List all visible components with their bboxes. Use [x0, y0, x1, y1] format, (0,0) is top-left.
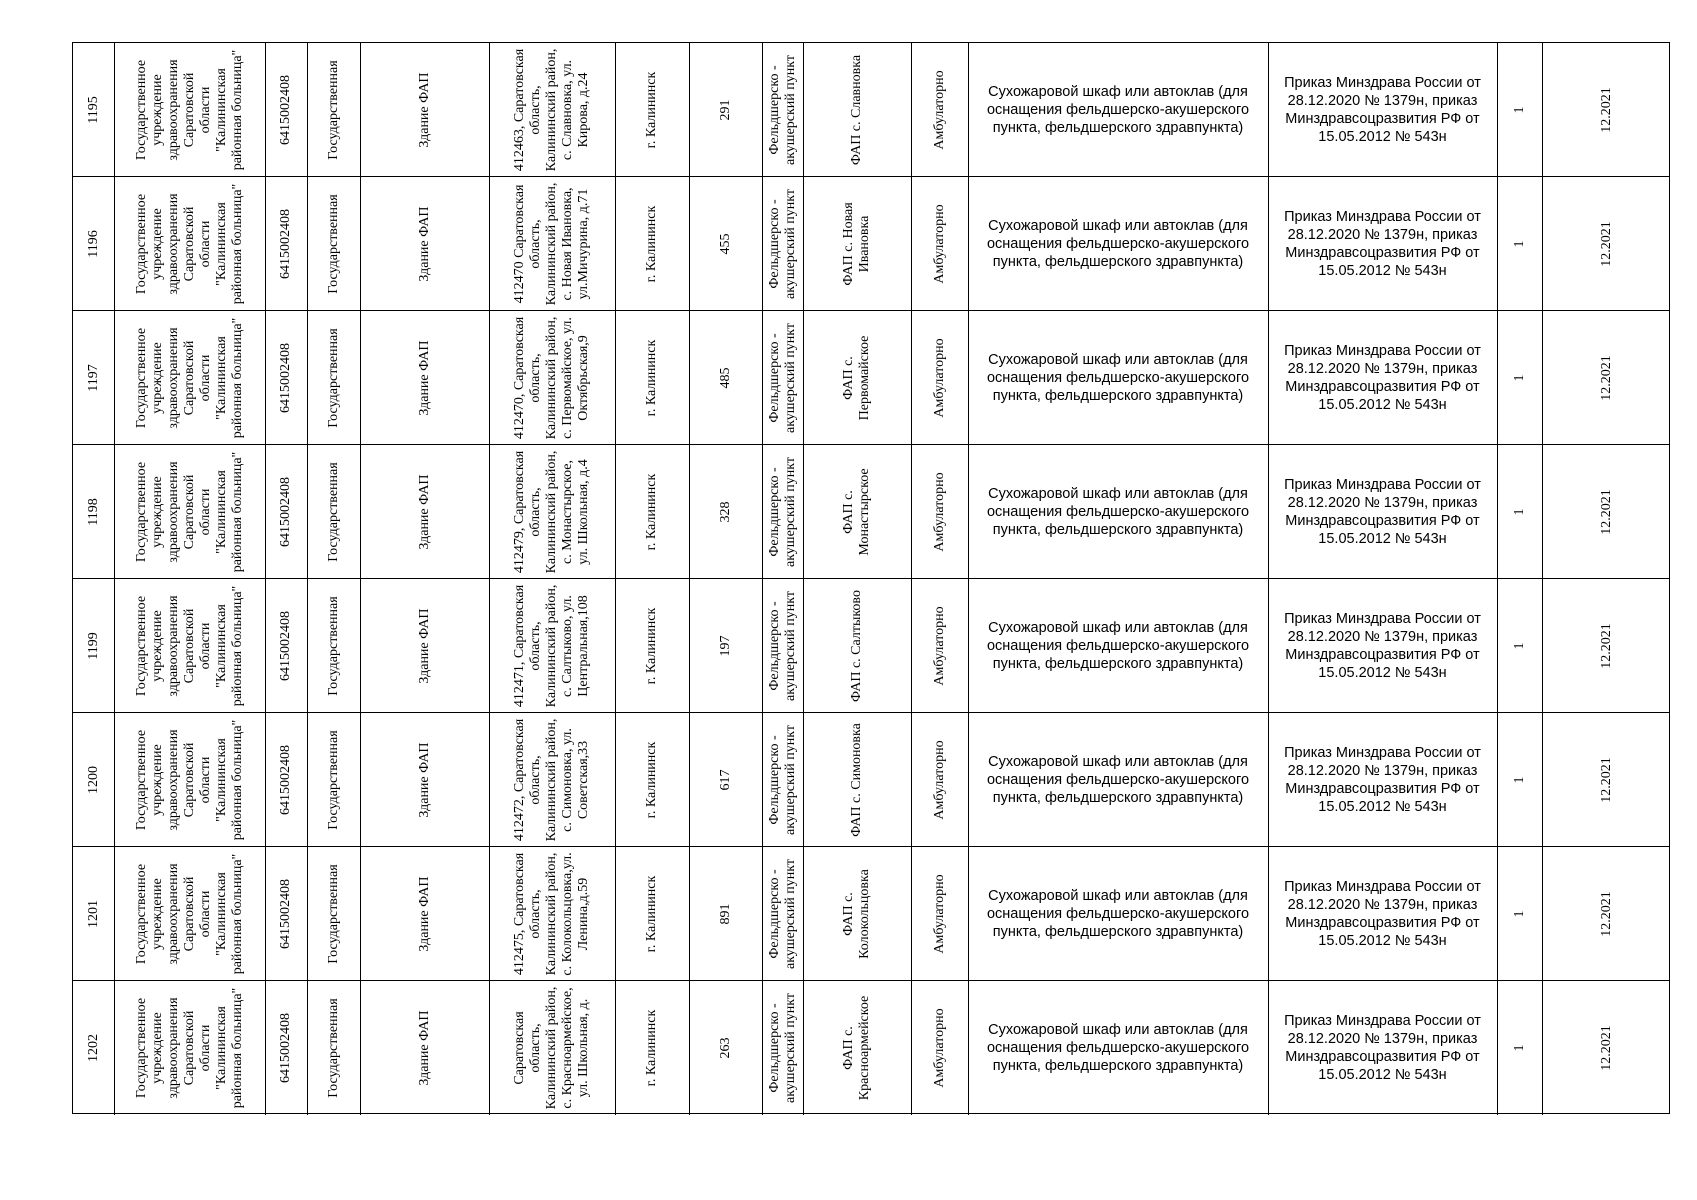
- cell-address: [489, 981, 615, 1115]
- district-text: г. Калининск: [644, 339, 659, 416]
- num-text: 1202: [85, 1034, 101, 1062]
- cell-type: [762, 713, 803, 846]
- cell-date: [1542, 847, 1671, 980]
- order-text: Приказ Минздрава России от 28.12.2020 № 1379н, приказ Минздравсоцразвития РФ от 15.05.2012 № 543н: [1284, 878, 1481, 949]
- cell-equipment: [968, 847, 1268, 980]
- unit-text: ФАП с. Новая Ивановка: [841, 201, 872, 286]
- ownership-text: Государственная: [325, 59, 341, 160]
- facility-table: [72, 42, 1670, 1114]
- qty-text: 1: [1511, 642, 1527, 649]
- cell-date: [1542, 579, 1671, 712]
- cell-mode: [911, 177, 968, 310]
- cell-type: [762, 847, 803, 980]
- address-text: 412470 Саратовская область, Калининский район, с. Новая Ивановка, ул.Мичурина, д.71: [512, 182, 591, 305]
- cell-num: [73, 445, 114, 578]
- unit-text: ФАП с. Монастырское: [841, 467, 872, 556]
- equipment-text: Сухожаровой шкаф или автоклав (для оснащения фельдшерско-акушерского пункта, фельдшерского здравпункта): [986, 217, 1250, 270]
- population-text: 263: [717, 1037, 733, 1059]
- cell-qty: [1497, 43, 1542, 176]
- population-text: 617: [717, 769, 733, 790]
- cell-order: [1268, 847, 1497, 980]
- cell-building: [360, 311, 489, 444]
- unit-text: ФАП с. Славновка: [849, 54, 864, 165]
- cell-qty: [1497, 445, 1542, 578]
- ownership-text: Государственная: [325, 998, 341, 1098]
- num-text: 1200: [85, 765, 101, 794]
- org-text: Государственное учреждение здравоохранения Саратовской области "Калининская районная больница": [133, 719, 245, 840]
- cell-mode: [911, 847, 968, 980]
- inn-text: 6415002408: [278, 610, 293, 681]
- cell-inn: [265, 579, 307, 712]
- cell-unit: [803, 177, 911, 310]
- ownership-text: Государственная: [325, 327, 341, 428]
- org-text: Государственное учреждение здравоохранения Саратовской области "Калининская районная больница": [133, 49, 245, 170]
- district-text: г. Калининск: [644, 71, 659, 148]
- cell-address: [489, 713, 615, 846]
- cell-num: [73, 177, 114, 310]
- org-text: Государственное учреждение здравоохранения Саратовской области "Калининская районная больница": [133, 987, 245, 1109]
- qty-text: 1: [1511, 508, 1527, 515]
- equipment-text: Сухожаровой шкаф или автоклав (для оснащения фельдшерско-акушерского пункта, фельдшерского здравпункта): [986, 753, 1250, 806]
- inn-text: 6415002408: [278, 342, 293, 413]
- cell-equipment: [968, 713, 1268, 846]
- order-text: Приказ Минздрава России от 28.12.2020 № 1379н, приказ Минздравсоцразвития РФ от 15.05.2012 № 543н: [1284, 744, 1481, 815]
- mode-text: Амбулаторно: [931, 69, 947, 150]
- district-text: г. Калининск: [644, 205, 659, 282]
- unit-text: ФАП с. Симоновка: [849, 722, 864, 837]
- district-text: г. Калининск: [644, 607, 659, 684]
- date-text: 12.2021: [1598, 220, 1614, 267]
- cell-inn: [265, 311, 307, 444]
- cell-num: [73, 311, 114, 444]
- table-row: [73, 177, 1669, 311]
- cell-ownership: [307, 847, 360, 980]
- district-text: г. Калининск: [644, 741, 659, 818]
- unit-text: ФАП с. Красноармейское: [841, 995, 872, 1101]
- cell-type: [762, 177, 803, 310]
- building-text: Здание ФАП: [416, 473, 432, 550]
- cell-qty: [1497, 579, 1542, 712]
- cell-order: [1268, 579, 1497, 712]
- qty-text: 1: [1511, 776, 1527, 783]
- date-text: 12.2021: [1598, 488, 1614, 535]
- type-text: Фельдшерско - акушерский пункт: [766, 858, 798, 969]
- order-text: Приказ Минздрава России от 28.12.2020 № 1379н, приказ Минздравсоцразвития РФ от 15.05.2012 № 543н: [1284, 610, 1481, 681]
- equipment-text: Сухожаровой шкаф или автоклав (для оснащения фельдшерско-акушерского пункта, фельдшерского здравпункта): [986, 619, 1250, 672]
- cell-order: [1268, 981, 1497, 1115]
- population-text: 455: [717, 233, 733, 254]
- cell-inn: [265, 713, 307, 846]
- cell-population: [689, 177, 762, 310]
- inn-text: 6415002408: [278, 208, 293, 279]
- cell-unit: [803, 445, 911, 578]
- mode-text: Амбулаторно: [931, 605, 947, 686]
- cell-qty: [1497, 177, 1542, 310]
- cell-qty: [1497, 713, 1542, 846]
- num-text: 1199: [85, 631, 101, 660]
- cell-type: [762, 445, 803, 578]
- address-text: 412479, Саратовская область, Калининский район, с. Монастырское, ул. Школьная, д.4: [512, 450, 591, 573]
- type-text: Фельдшерско - акушерский пункт: [766, 188, 798, 299]
- order-text: Приказ Минздрава России от 28.12.2020 № 1379н, приказ Минздравсоцразвития РФ от 15.05.2012 № 543н: [1284, 476, 1481, 547]
- population-text: 291: [717, 99, 733, 120]
- equipment-text: Сухожаровой шкаф или автоклав (для оснащения фельдшерско-акушерского пункта, фельдшерского здравпункта): [986, 351, 1250, 404]
- cell-org: [114, 579, 265, 712]
- mode-text: Амбулаторно: [931, 471, 947, 552]
- cell-district: [615, 311, 689, 444]
- district-text: г. Калининск: [644, 1009, 659, 1087]
- order-text: Приказ Минздрава России от 28.12.2020 № 1379н, приказ Минздравсоцразвития РФ от 15.05.2012 № 543н: [1284, 208, 1481, 279]
- cell-building: [360, 981, 489, 1115]
- type-text: Фельдшерско - акушерский пункт: [766, 54, 798, 165]
- num-text: 1198: [85, 497, 101, 526]
- cell-building: [360, 579, 489, 712]
- population-text: 485: [717, 367, 733, 388]
- building-text: Здание ФАП: [416, 71, 432, 148]
- cell-district: [615, 445, 689, 578]
- cell-address: [489, 311, 615, 444]
- cell-org: [114, 177, 265, 310]
- cell-type: [762, 43, 803, 176]
- cell-mode: [911, 43, 968, 176]
- cell-num: [73, 847, 114, 980]
- cell-ownership: [307, 981, 360, 1115]
- building-text: Здание ФАП: [416, 741, 432, 818]
- unit-text: ФАП с. Салтыково: [849, 589, 864, 702]
- cell-equipment: [968, 311, 1268, 444]
- cell-population: [689, 579, 762, 712]
- building-text: Здание ФАП: [416, 875, 432, 952]
- address-text: 412463, Саратовская область, Калининский район, с. Славновка, ул. Кирова, д.24: [512, 48, 591, 171]
- cell-population: [689, 847, 762, 980]
- cell-ownership: [307, 713, 360, 846]
- cell-org: [114, 713, 265, 846]
- cell-qty: [1497, 847, 1542, 980]
- cell-district: [615, 579, 689, 712]
- qty-text: 1: [1511, 374, 1527, 381]
- cell-inn: [265, 43, 307, 176]
- qty-text: 1: [1511, 106, 1527, 113]
- cell-equipment: [968, 177, 1268, 310]
- cell-type: [762, 311, 803, 444]
- inn-text: 6415002408: [278, 476, 293, 547]
- address-text: 412475, Саратовская область, Калининский район, с. Колокольцовка,ул. Ленина,д.59: [512, 851, 591, 976]
- cell-equipment: [968, 981, 1268, 1115]
- population-text: 891: [717, 903, 733, 924]
- cell-unit: [803, 311, 911, 444]
- cell-num: [73, 579, 114, 712]
- table-row: [73, 43, 1669, 177]
- org-text: Государственное учреждение здравоохранения Саратовской области "Калининская районная больница": [133, 451, 245, 572]
- cell-date: [1542, 311, 1671, 444]
- cell-order: [1268, 445, 1497, 578]
- district-text: г. Калининск: [644, 473, 659, 550]
- table-row: [73, 847, 1669, 981]
- cell-inn: [265, 981, 307, 1115]
- date-text: 12.2021: [1598, 1025, 1614, 1071]
- cell-building: [360, 847, 489, 980]
- cell-ownership: [307, 445, 360, 578]
- cell-equipment: [968, 445, 1268, 578]
- district-text: г. Калининск: [644, 875, 659, 952]
- mode-text: Амбулаторно: [931, 203, 947, 284]
- cell-date: [1542, 981, 1671, 1115]
- population-text: 197: [717, 635, 733, 656]
- cell-inn: [265, 847, 307, 980]
- building-text: Здание ФАП: [416, 1010, 432, 1086]
- ownership-text: Государственная: [325, 193, 341, 294]
- cell-type: [762, 981, 803, 1115]
- address-text: Саратовская область, Калининский район, с. Красноармейское, ул. Школьная, д.: [512, 986, 591, 1110]
- cell-equipment: [968, 579, 1268, 712]
- cell-ownership: [307, 43, 360, 176]
- address-text: 412470, Саратовская область, Калининский район, с. Первомайское, ул. Октябрьская,9: [512, 316, 591, 439]
- building-text: Здание ФАП: [416, 205, 432, 282]
- ownership-text: Государственная: [325, 595, 341, 696]
- cell-population: [689, 43, 762, 176]
- cell-district: [615, 713, 689, 846]
- cell-address: [489, 445, 615, 578]
- equipment-text: Сухожаровой шкаф или автоклав (для оснащения фельдшерско-акушерского пункта, фельдшерского здравпункта): [986, 83, 1250, 136]
- num-text: 1197: [85, 363, 101, 392]
- cell-ownership: [307, 579, 360, 712]
- cell-building: [360, 177, 489, 310]
- cell-unit: [803, 43, 911, 176]
- cell-org: [114, 445, 265, 578]
- qty-text: 1: [1511, 910, 1527, 917]
- inn-text: 6415002408: [278, 1013, 293, 1083]
- population-text: 328: [717, 501, 733, 522]
- cell-mode: [911, 445, 968, 578]
- cell-district: [615, 177, 689, 310]
- cell-date: [1542, 177, 1671, 310]
- type-text: Фельдшерско - акушерский пункт: [766, 992, 798, 1104]
- cell-mode: [911, 981, 968, 1115]
- type-text: Фельдшерско - акушерский пункт: [766, 590, 798, 701]
- org-text: Государственное учреждение здравоохранения Саратовской области "Калининская районная больница": [133, 183, 245, 304]
- org-text: Государственное учреждение здравоохранения Саратовской области "Калининская районная больница": [133, 585, 245, 706]
- qty-text: 1: [1511, 240, 1527, 247]
- cell-date: [1542, 445, 1671, 578]
- cell-ownership: [307, 311, 360, 444]
- table-row: [73, 981, 1669, 1115]
- cell-address: [489, 43, 615, 176]
- cell-inn: [265, 445, 307, 578]
- cell-address: [489, 847, 615, 980]
- num-text: 1196: [85, 229, 101, 258]
- building-text: Здание ФАП: [416, 607, 432, 684]
- table-row: [73, 713, 1669, 847]
- order-text: Приказ Минздрава России от 28.12.2020 № 1379н, приказ Минздравсоцразвития РФ от 15.05.2012 № 543н: [1284, 342, 1481, 413]
- equipment-text: Сухожаровой шкаф или автоклав (для оснащения фельдшерско-акушерского пункта, фельдшерского здравпункта): [986, 887, 1250, 940]
- org-text: Государственное учреждение здравоохранения Саратовской области "Калининская районная больница": [133, 853, 245, 974]
- date-text: 12.2021: [1598, 890, 1614, 937]
- ownership-text: Государственная: [325, 863, 341, 964]
- cell-district: [615, 981, 689, 1115]
- type-text: Фельдшерско - акушерский пункт: [766, 456, 798, 567]
- cell-mode: [911, 311, 968, 444]
- cell-district: [615, 847, 689, 980]
- cell-order: [1268, 713, 1497, 846]
- cell-unit: [803, 847, 911, 980]
- cell-org: [114, 981, 265, 1115]
- ownership-text: Государственная: [325, 729, 341, 830]
- inn-text: 6415002408: [278, 74, 293, 145]
- cell-population: [689, 311, 762, 444]
- cell-org: [114, 43, 265, 176]
- cell-ownership: [307, 177, 360, 310]
- num-text: 1201: [85, 899, 101, 928]
- date-text: 12.2021: [1598, 354, 1614, 401]
- cell-building: [360, 445, 489, 578]
- building-text: Здание ФАП: [416, 339, 432, 416]
- equipment-text: Сухожаровой шкаф или автоклав (для оснащения фельдшерско-акушерского пункта, фельдшерского здравпункта): [986, 485, 1250, 538]
- inn-text: 6415002408: [278, 878, 293, 949]
- cell-district: [615, 43, 689, 176]
- cell-num: [73, 713, 114, 846]
- table-row: [73, 311, 1669, 445]
- cell-qty: [1497, 311, 1542, 444]
- date-text: 12.2021: [1598, 86, 1614, 133]
- cell-order: [1268, 177, 1497, 310]
- org-text: Государственное учреждение здравоохранения Саратовской области "Калининская районная больница": [133, 317, 245, 438]
- cell-num: [73, 43, 114, 176]
- cell-address: [489, 177, 615, 310]
- mode-text: Амбулаторно: [931, 1008, 947, 1088]
- cell-date: [1542, 43, 1671, 176]
- table-row: [73, 445, 1669, 579]
- type-text: Фельдшерско - акушерский пункт: [766, 322, 798, 433]
- cell-population: [689, 445, 762, 578]
- unit-text: ФАП с. Колокольцовка: [841, 868, 872, 959]
- cell-order: [1268, 311, 1497, 444]
- cell-building: [360, 43, 489, 176]
- order-text: Приказ Минздрава России от 28.12.2020 № 1379н, приказ Минздравсоцразвития РФ от 15.05.2012 № 543н: [1284, 74, 1481, 145]
- inn-text: 6415002408: [278, 744, 293, 815]
- date-text: 12.2021: [1598, 622, 1614, 669]
- equipment-text: Сухожаровой шкаф или автоклав (для оснащения фельдшерско-акушерского пункта, фельдшерского здравпункта): [986, 1022, 1250, 1074]
- cell-building: [360, 713, 489, 846]
- cell-date: [1542, 713, 1671, 846]
- mode-text: Амбулаторно: [931, 873, 947, 954]
- table-row: [73, 579, 1669, 713]
- address-text: 412471, Саратовская область, Калининский район, с. Салтыково, ул. Центральная,108: [512, 584, 591, 707]
- mode-text: Амбулаторно: [931, 739, 947, 820]
- cell-equipment: [968, 43, 1268, 176]
- cell-unit: [803, 579, 911, 712]
- ownership-text: Государственная: [325, 461, 341, 562]
- cell-type: [762, 579, 803, 712]
- cell-org: [114, 847, 265, 980]
- cell-unit: [803, 713, 911, 846]
- mode-text: Амбулаторно: [931, 337, 947, 418]
- cell-mode: [911, 579, 968, 712]
- cell-num: [73, 981, 114, 1115]
- num-text: 1195: [85, 95, 101, 124]
- cell-qty: [1497, 981, 1542, 1115]
- qty-text: 1: [1511, 1044, 1527, 1052]
- unit-text: ФАП с. Первомайское: [841, 335, 872, 420]
- address-text: 412472, Саратовская область, Калининский район, с. Симоновка, ул. Советская,33: [512, 718, 591, 841]
- cell-org: [114, 311, 265, 444]
- cell-unit: [803, 981, 911, 1115]
- order-text: Приказ Минздрава России от 28.12.2020 № 1379н, приказ Минздравсоцразвития РФ от 15.05.2012 № 543н: [1284, 1013, 1481, 1083]
- cell-address: [489, 579, 615, 712]
- type-text: Фельдшерско - акушерский пункт: [766, 724, 798, 835]
- cell-order: [1268, 43, 1497, 176]
- cell-mode: [911, 713, 968, 846]
- date-text: 12.2021: [1598, 756, 1614, 803]
- cell-inn: [265, 177, 307, 310]
- cell-population: [689, 981, 762, 1115]
- cell-population: [689, 713, 762, 846]
